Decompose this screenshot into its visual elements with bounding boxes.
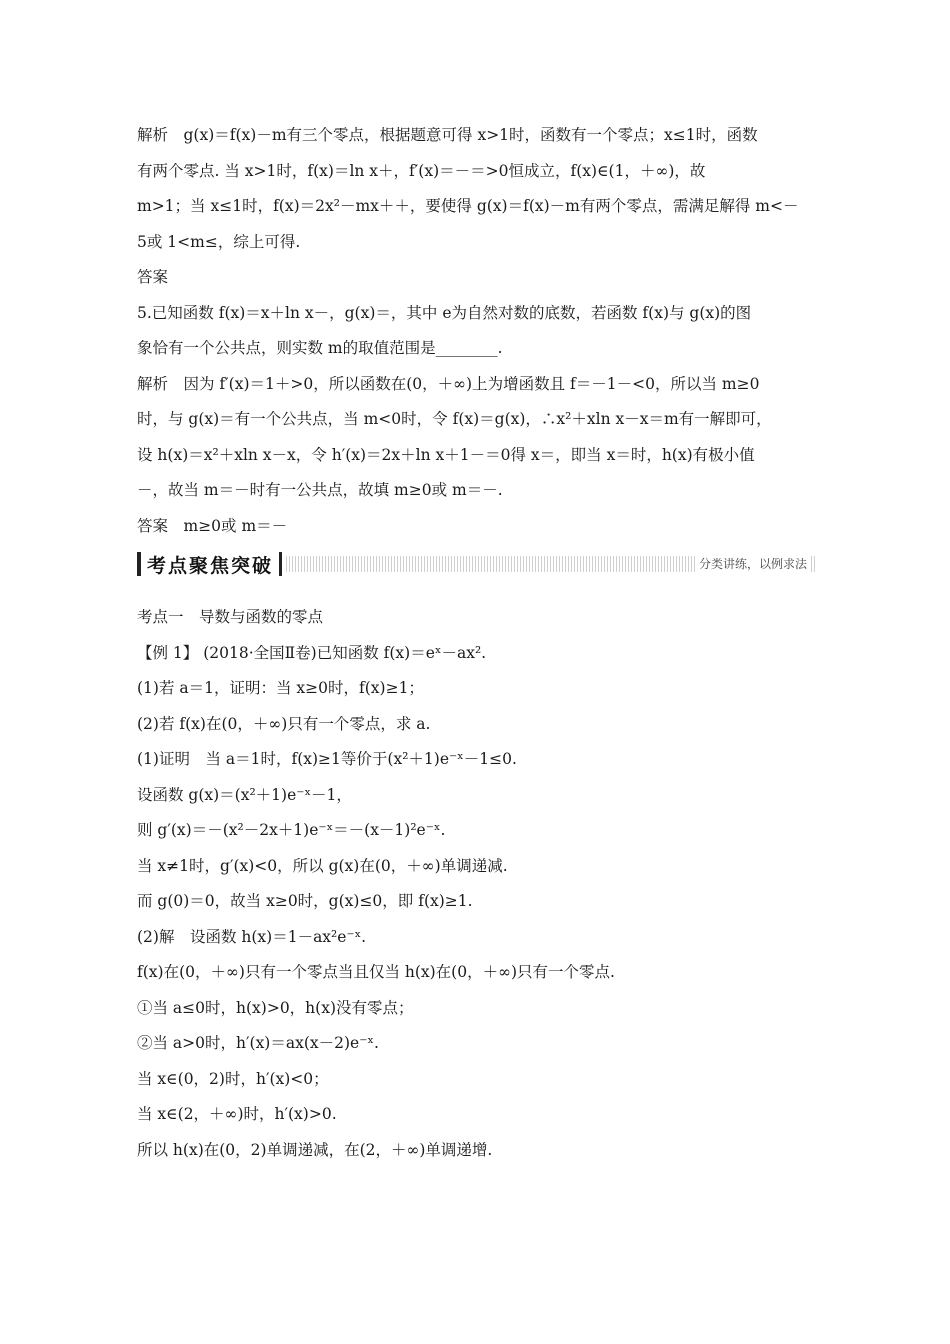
- section-banner: [137, 550, 815, 578]
- problem-5-line: 5.已知函数 f(x)＝x＋ln x－，g(x)＝，其中 e为自然对数的底数，若函数 f(x)与 g(x)的图: [137, 303, 752, 322]
- section-heading: 考点一 导数与函数的零点: [137, 608, 324, 626]
- text-line: (2)解 设函数 h(x)＝1－ax²e⁻ˣ.: [137, 927, 367, 946]
- text-line: 当 x∈(0，2)时，h′(x)<0；: [137, 1069, 329, 1088]
- text-line: 则 g′(x)＝－(x²－2x＋1)e⁻ˣ＝－(x－1)²e⁻ˣ.: [137, 821, 446, 839]
- banner-bar-right: [279, 552, 282, 576]
- answer-label: 答案: [137, 268, 169, 286]
- text-line: 所以 h(x)在(0，2)单调递减，在(2，＋∞)单调递增.: [137, 1140, 493, 1159]
- example-block: [137, 600, 815, 1168]
- text-line: ②当 a>0时，h′(x)＝ax(x－2)e⁻ˣ.: [137, 1034, 379, 1052]
- banner-bar-left: [137, 552, 141, 576]
- text-line: (1)证明 当 a＝1时，f(x)≥1等价于(x²＋1)e⁻ˣ－1≤0.: [137, 750, 517, 768]
- text-line: 当 x∈(2，＋∞)时，h′(x)>0.: [137, 1105, 337, 1123]
- answer-line: 答案 m≥0或 m＝－: [137, 516, 288, 535]
- text-line: m>1；当 x≤1时，f(x)＝2x²－mx＋＋，要使得 g(x)＝f(x)－m有两个零点，需满足解得 m<－: [137, 197, 799, 215]
- text-line: (1)若 a＝1，证明：当 x≥0时，f(x)≥1；: [137, 679, 424, 697]
- text-line: 当 x≠1时，g′(x)<0，所以 g(x)在(0，＋∞)单调递减.: [137, 856, 508, 875]
- text-line: 有两个零点. 当 x>1时，f(x)＝ln x＋，f′(x)＝－＝>0恒成立，f(x)∈(1，＋∞)，故: [137, 161, 706, 180]
- text-line: f(x)在(0，＋∞)只有一个零点当且仅当 h(x)在(0，＋∞)只有一个零点.: [137, 963, 615, 981]
- text-line: ①当 a≤0时，h(x)>0，h(x)没有零点；: [137, 998, 414, 1017]
- text-line: 5或 1<m≤，综上可得.: [137, 232, 301, 251]
- problem-5-line: 象恰有一个公共点，则实数 m的取值范围是________.: [137, 339, 503, 357]
- text-line: 解析 g(x)＝f(x)－m有三个零点，根据题意可得 x>1时，函数有一个零点；x≤1时，函数: [137, 126, 758, 144]
- banner-hatch: [286, 556, 815, 572]
- text-line: (2)若 f(x)在(0，＋∞)只有一个零点，求 a.: [137, 714, 431, 733]
- text-line: 而 g(0)＝0，故当 x≥0时，g(x)≤0，即 f(x)≥1.: [137, 892, 473, 910]
- text-line: 设 h(x)＝x²＋xln x－x，令 h′(x)＝2x＋ln x＋1－＝0得 x＝，即当 x＝时，h(x)有极小值: [137, 445, 755, 464]
- text-line: －，故当 m＝－时有一公共点，故填 m≥0或 m＝－.: [137, 481, 503, 499]
- document-page: [137, 118, 815, 1168]
- banner-title: 考点聚焦突破: [147, 554, 274, 577]
- banner-subtitle: 分类讲练，以例求法: [695, 555, 811, 573]
- text-line: 解析 因为 f′(x)＝1＋>0，所以函数在(0，＋∞)上为增函数且 f＝－1－<0，所以当 m≥0: [137, 374, 760, 393]
- solution-block-top: [137, 118, 815, 544]
- example-title: 【例 1】 (2018·全国Ⅱ卷)已知函数 f(x)＝eˣ－ax².: [137, 643, 487, 662]
- text-line: 设函数 g(x)＝(x²＋1)e⁻ˣ－1，: [137, 785, 352, 804]
- text-line: 时，与 g(x)＝有一个公共点，当 m<0时，令 f(x)＝g(x)，∴x²＋xln x－x＝m有一解即可，: [137, 410, 772, 428]
